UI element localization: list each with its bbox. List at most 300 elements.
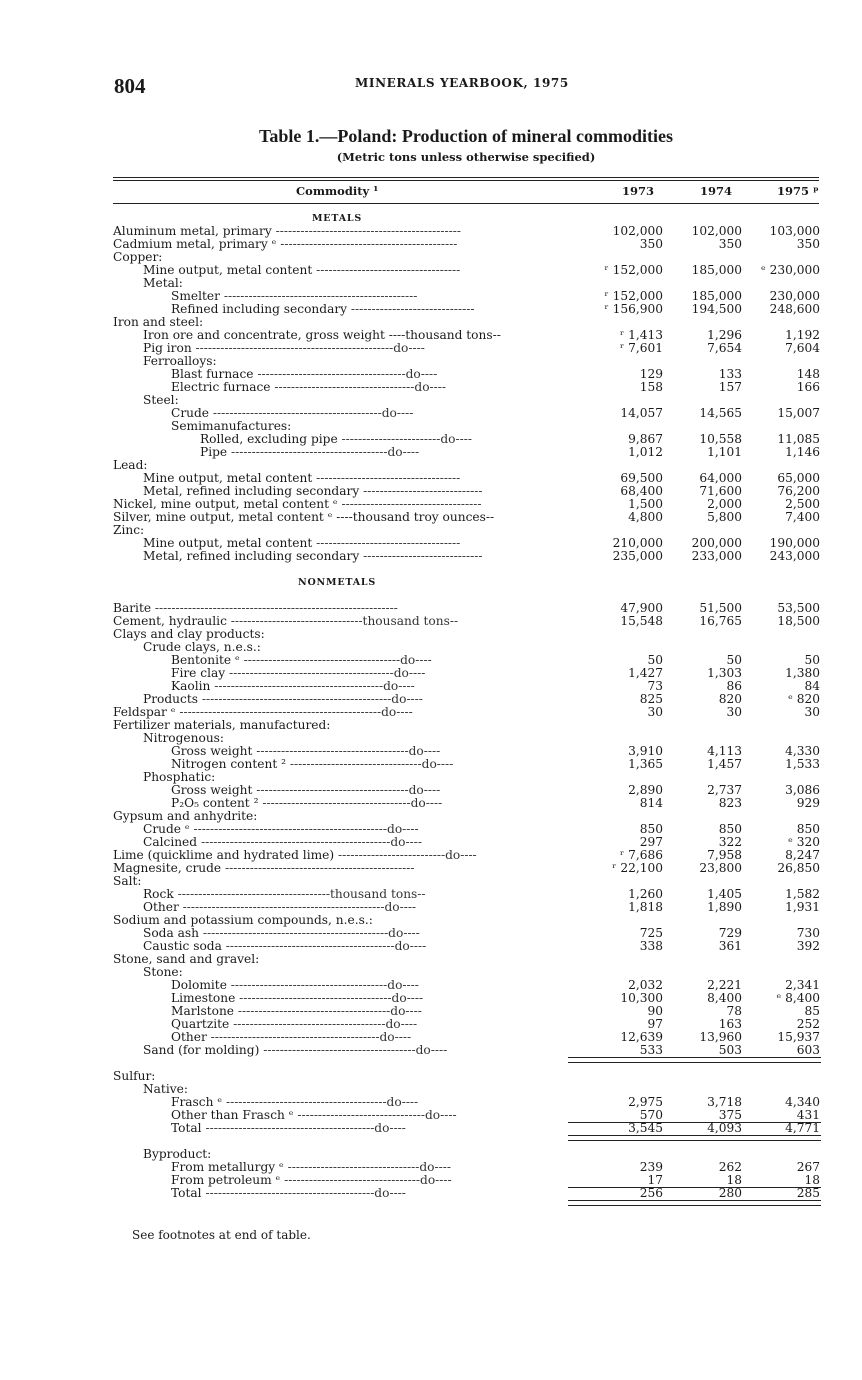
value-cell: 17 [647, 1173, 663, 1187]
value-cell: 262 [718, 1160, 742, 1174]
value-cells [113, 758, 821, 771]
leader-dots: ----------------------------------- [312, 471, 461, 485]
value-cell: 73 [647, 679, 663, 693]
value-cell: 4,800 [628, 510, 663, 524]
leader-dots: ------------------------------------do---- [258, 796, 443, 810]
value-cell: 13,960 [699, 1030, 742, 1044]
spacer [113, 1057, 821, 1070]
leader-dots: ---------------------------------------do---- [222, 1095, 419, 1109]
table-top-rule-inner [113, 180, 819, 181]
commodity-name: From metallurgy ᵉ [171, 1160, 284, 1174]
value-cell: 725 [639, 926, 663, 940]
value-cell: 14,057 [620, 406, 663, 420]
commodity-name: Silver, mine output, metal content ᵉ ----thousand troy ounces-- [113, 510, 495, 524]
commodity-name: Mine output, metal content [143, 536, 313, 550]
leader-dots: -------------------------------------do---- [252, 744, 441, 758]
value-cell: ʳ 22,100 [612, 861, 663, 875]
value-cell: 16,765 [699, 614, 742, 628]
leader-dots: ----------------------------- [359, 484, 483, 498]
leader-dots: ------------------------------------------------do---- [191, 341, 425, 355]
value-cell: 7,958 [707, 848, 742, 862]
commodity-name: Nitrogen content ² [171, 757, 286, 771]
value-cell: 2,890 [628, 783, 663, 797]
total-double-rule [568, 1200, 821, 1206]
commodity-name: Stone, sand and gravel: [113, 952, 260, 966]
value-cell: 322 [718, 835, 742, 849]
commodity-name: Sulfur: [113, 1069, 156, 1083]
section-heading-label: METALS [311, 213, 363, 224]
commodity-name: Feldspar ᵉ [113, 705, 176, 719]
leader-dots: ----------------------------------- [312, 536, 461, 550]
value-cell: 64,000 [699, 471, 742, 485]
commodity-name: Quartzite [171, 1017, 230, 1031]
commodity-name: Fertilizer materials, manufactured: [113, 718, 331, 732]
value-cells [113, 511, 821, 524]
leader-dots: ---------------------------------- [337, 497, 482, 511]
commodity-name: Electric furnace [171, 380, 271, 394]
value-cell: 129 [639, 367, 663, 381]
value-cell: 10,300 [620, 991, 663, 1005]
commodity-name: Zinc: [113, 523, 145, 537]
value-cell: 2,032 [628, 978, 663, 992]
commodity-name: Aluminum metal, primary [113, 224, 272, 238]
table-row [113, 238, 821, 251]
commodity-name: Salt: [113, 874, 142, 888]
commodity-name: Native: [143, 1082, 188, 1096]
value-cell: 1,818 [628, 900, 663, 914]
commodity-name: Metal: [143, 276, 183, 290]
value-cell: 18 [804, 1173, 820, 1187]
value-cell: 51,500 [699, 601, 742, 615]
commodity-name: Total [171, 1186, 202, 1200]
value-cell: 4,771 [785, 1121, 820, 1135]
value-cells [113, 342, 821, 355]
value-cell: 248,600 [769, 302, 820, 316]
leader-dots: -----------------------------------------do---- [210, 679, 415, 693]
table-row [113, 1044, 821, 1057]
commodity-name: Gypsum and anhydrite: [113, 809, 258, 823]
leader-dots: ------------------------do---- [337, 432, 472, 446]
value-cell: 53,500 [777, 601, 820, 615]
commodity-name: Steel: [143, 393, 179, 407]
header-1975: 1975 ᵖ [777, 184, 819, 198]
commodity-name: Products [143, 692, 198, 706]
value-cell: 3,910 [628, 744, 663, 758]
commodity-name: Caustic soda [143, 939, 222, 953]
value-cell: ᵉ 820 [788, 692, 820, 706]
leader-dots: -------------------------------------thousand tons-- [173, 887, 426, 901]
leader-dots: --------------------------------thousand tons-- [226, 614, 459, 628]
table-row [113, 550, 821, 563]
commodity-label [113, 524, 144, 537]
value-cell: 603 [796, 1043, 820, 1057]
leader-dots: -----------------------------------------do---- [209, 406, 414, 420]
leader-dots: -----------------------------------------do---- [206, 1030, 412, 1044]
value-cell: 1,296 [707, 328, 742, 342]
leader-dots: ----------------------------------- [312, 263, 461, 277]
commodity-name: Dolomite [171, 978, 227, 992]
value-cell: 730 [796, 926, 820, 940]
value-cell: 103,000 [769, 224, 820, 238]
value-cell: 10,558 [699, 432, 742, 446]
value-cell: 252 [796, 1017, 820, 1031]
commodity-name: From petroleum ᵉ [171, 1173, 281, 1187]
leader-dots: ------------------------------------------- [276, 237, 458, 251]
value-cell: 850 [796, 822, 820, 836]
value-cell: 18 [726, 1173, 742, 1187]
value-cell: 84 [804, 679, 820, 693]
commodity-name: Calcined [143, 835, 198, 849]
value-cell: 431 [796, 1108, 820, 1122]
value-cells [113, 862, 821, 875]
value-cell: 76,200 [777, 484, 820, 498]
commodity-name: Phosphatic: [143, 770, 216, 784]
value-cell: ʳ 7,686 [620, 848, 663, 862]
value-cell: 85 [804, 1004, 820, 1018]
commodity-name: Ferroalloys: [143, 354, 217, 368]
value-cell: ᵉ 230,000 [761, 263, 820, 277]
value-cell: 2,000 [707, 497, 742, 511]
value-cells [113, 1187, 821, 1200]
leader-dots: --------------------------do---- [334, 848, 477, 862]
value-cell: 850 [718, 822, 742, 836]
leader-dots: ----------------------------------------------do---- [197, 835, 422, 849]
value-cell: 185,000 [691, 289, 742, 303]
leader-dots: --------------------------------do---- [286, 757, 454, 771]
value-cell: 2,221 [707, 978, 742, 992]
value-cell: 2,500 [785, 497, 820, 511]
commodity-name: Limestone [171, 991, 236, 1005]
leader-dots: --------------------------------------do---- [239, 653, 432, 667]
value-cell: 1,890 [707, 900, 742, 914]
leader-dots: ----------------------------------------------------------- [151, 601, 398, 615]
value-cell: 350 [718, 237, 742, 251]
value-cell: 15,548 [620, 614, 663, 628]
value-cell: 78 [726, 1004, 742, 1018]
commodity-name: Byproduct: [143, 1147, 212, 1161]
commodity-name: Other [143, 900, 179, 914]
value-cell: 1,405 [707, 887, 742, 901]
commodity-name: Semimanufactures: [171, 419, 292, 433]
value-cell: 15,007 [777, 406, 820, 420]
leader-dots: -----------------------------------------------do---- [189, 822, 419, 836]
value-cell: 4,093 [707, 1121, 742, 1135]
value-cell: 4,330 [785, 744, 820, 758]
value-cell: 233,000 [691, 549, 742, 563]
leader-dots: -------------------------------------do---- [235, 991, 424, 1005]
value-cell: 285 [796, 1186, 820, 1200]
section-heading-label: NONMETALS [297, 577, 377, 588]
value-cell: 3,086 [785, 783, 820, 797]
value-cell: 1,012 [628, 445, 663, 459]
leader-dots: -----------------------------------------do---- [221, 939, 427, 953]
table-row [113, 953, 821, 966]
value-cell: 30 [647, 705, 663, 719]
commodity-name: Mine output, metal content [143, 263, 313, 277]
commodity-name: Clays and clay products: [113, 627, 265, 641]
value-cell: ᵉ 8,400 [776, 991, 820, 1005]
value-cell: 7,604 [785, 341, 820, 355]
value-cell: 280 [718, 1186, 742, 1200]
value-cell: 350 [796, 237, 820, 251]
commodity-name: Rolled, excluding pipe [200, 432, 338, 446]
commodity-name: Total [171, 1121, 202, 1135]
value-cell: 1,260 [628, 887, 663, 901]
section-heading [113, 576, 821, 589]
header-commodity: Commodity ¹ [296, 184, 379, 198]
value-cell: 12,639 [620, 1030, 663, 1044]
commodity-name: Barite [113, 601, 152, 615]
table-title: Table 1.—Poland: Production of mineral commodities [259, 126, 673, 146]
value-cell: 8,400 [707, 991, 742, 1005]
commodity-name: Cadmium metal, primary ᵉ [113, 237, 277, 251]
table-row [113, 303, 821, 316]
leader-dots: ----------------------------------------do---- [225, 666, 426, 680]
value-cell: 243,000 [769, 549, 820, 563]
commodity-name: Gross weight [171, 783, 253, 797]
value-cell: 9,867 [628, 432, 663, 446]
table-row [113, 758, 821, 771]
value-cell: 69,500 [620, 471, 663, 485]
value-cell: 1,457 [707, 757, 742, 771]
value-cell: 503 [718, 1043, 742, 1057]
commodity-name: Kaolin [171, 679, 211, 693]
value-cell: ʳ 7,601 [620, 341, 663, 355]
value-cell: 392 [796, 939, 820, 953]
value-cell: 820 [718, 692, 742, 706]
commodity-name: Pipe [200, 445, 228, 459]
leader-dots: -------------------------------------do---- [252, 783, 441, 797]
value-cell: 50 [804, 653, 820, 667]
value-cell: ᵉ 320 [788, 835, 820, 849]
value-cell: 297 [639, 835, 663, 849]
value-cell: 2,341 [785, 978, 820, 992]
leader-dots: ----------------------------------------------do---- [198, 692, 423, 706]
leader-dots: -------------------------------------------------do---- [178, 900, 417, 914]
value-cell: 1,380 [785, 666, 820, 680]
commodity-name: Crude ᵉ [143, 822, 190, 836]
value-cell: 68,400 [620, 484, 663, 498]
value-cell: 929 [796, 796, 820, 810]
value-cell: 3,718 [707, 1095, 742, 1109]
value-cell: 256 [639, 1186, 663, 1200]
value-cell: 15,937 [777, 1030, 820, 1044]
value-cell: 190,000 [769, 536, 820, 550]
value-cell: 8,247 [785, 848, 820, 862]
value-cell: 1,303 [707, 666, 742, 680]
value-cell: 3,545 [628, 1121, 663, 1135]
leader-dots: --------------------------------------------- [271, 224, 461, 238]
value-cell: 26,850 [777, 861, 820, 875]
table-row [113, 862, 821, 875]
table-top-rule [113, 177, 819, 178]
value-cell: 11,085 [777, 432, 820, 446]
value-cell: 185,000 [691, 263, 742, 277]
value-cell: 533 [639, 1043, 663, 1057]
value-cell: 30 [804, 705, 820, 719]
value-cell: 350 [639, 237, 663, 251]
commodity-name: Nickel, mine output, metal content ᵉ [113, 497, 338, 511]
commodity-name: Marlstone [171, 1004, 235, 1018]
value-cell: 729 [718, 926, 742, 940]
value-cells [113, 238, 821, 251]
value-cell: 2,737 [707, 783, 742, 797]
leader-dots: -----------------------------------------do---- [201, 1121, 406, 1135]
leader-dots: --------------------------------do---- [283, 1160, 451, 1174]
table-subtitle: (Metric tons unless otherwise specified) [336, 150, 596, 164]
value-cell: ʳ 152,000 [604, 289, 663, 303]
value-cells [113, 264, 821, 277]
commodity-name: Bentonite ᵉ [171, 653, 240, 667]
table-row [113, 1122, 821, 1135]
page-number: 804 [114, 74, 146, 98]
value-cell: ʳ 152,000 [604, 263, 663, 277]
table-row [113, 446, 821, 459]
value-cell: 14,565 [699, 406, 742, 420]
commodity-name: Cement, hydraulic [113, 614, 227, 628]
header-rule [113, 203, 819, 204]
commodity-name: P₂O₅ content ² [171, 796, 259, 810]
value-cell: 825 [639, 692, 663, 706]
leader-dots: ---------------------------------------------do---- [199, 926, 420, 940]
commodity-name: Stone: [143, 965, 183, 979]
value-cell: 102,000 [691, 224, 742, 238]
value-cell: 5,800 [707, 510, 742, 524]
spacer [113, 1135, 821, 1148]
commodity-name: Refined including secondary [171, 302, 348, 316]
leader-dots: -------------------------------------------------do---- [175, 705, 413, 719]
commodity-name: Sodium and potassium compounds, n.e.s.: [113, 913, 373, 927]
value-cells [113, 381, 821, 394]
commodity-label [113, 953, 259, 966]
commodity-name: Gross weight [171, 744, 253, 758]
value-cell: 239 [639, 1160, 663, 1174]
leader-dots: ----------------------------------do---- [270, 380, 446, 394]
value-cell: 166 [796, 380, 820, 394]
value-cell: 1,192 [785, 328, 820, 342]
commodity-name: Frasch ᵉ [171, 1095, 223, 1109]
value-cells [113, 1044, 821, 1057]
leader-dots: ---------------------------------------------- [221, 861, 415, 875]
value-cell: 148 [796, 367, 820, 381]
commodity-name: Copper: [113, 250, 163, 264]
value-cell: 2,975 [628, 1095, 663, 1109]
value-cells [113, 1122, 821, 1135]
table-row [113, 1070, 821, 1083]
footnote: See footnotes at end of table. [132, 1228, 311, 1242]
table-body [113, 212, 821, 1200]
leader-dots: --------------------------------------do---- [227, 445, 420, 459]
value-cell: 267 [796, 1160, 820, 1174]
value-cell: 97 [647, 1017, 663, 1031]
value-cell: 7,400 [785, 510, 820, 524]
value-cell: 1,533 [785, 757, 820, 771]
value-cell: 90 [647, 1004, 663, 1018]
value-cell: 1,931 [785, 900, 820, 914]
value-cells [113, 550, 821, 563]
table-row [113, 381, 821, 394]
value-cell: 814 [639, 796, 663, 810]
leader-dots: -------------------------------------do---- [229, 1017, 418, 1031]
commodity-name: Magnesite, crude [113, 861, 222, 875]
leader-dots: ------------------------------ [347, 302, 475, 316]
value-cell: 157 [718, 380, 742, 394]
commodity-name: Blast furnace [171, 367, 254, 381]
value-cell: 1,101 [707, 445, 742, 459]
value-cell: 86 [726, 679, 742, 693]
value-cell: 1,582 [785, 887, 820, 901]
commodity-name: Metal, refined including secondary [143, 484, 360, 498]
value-cells [113, 303, 821, 316]
commodity-name: Lead: [113, 458, 148, 472]
commodity-name: Smelter [171, 289, 220, 303]
header-1974: 1974 [700, 184, 733, 198]
commodity-name: Nitrogenous: [143, 731, 225, 745]
value-cell: 200,000 [691, 536, 742, 550]
value-cell: 230,000 [769, 289, 820, 303]
value-cell: 210,000 [612, 536, 663, 550]
value-cell: 1,365 [628, 757, 663, 771]
value-cell: 158 [639, 380, 663, 394]
value-cell: 23,800 [699, 861, 742, 875]
value-cell: 163 [718, 1017, 742, 1031]
value-cell: 50 [726, 653, 742, 667]
commodity-name: Iron ore and concentrate, gross weight ----thousand tons-- [143, 328, 501, 342]
commodity-name: Metal, refined including secondary [143, 549, 360, 563]
commodity-name: Other than Frasch ᵉ [171, 1108, 294, 1122]
value-cell: 361 [718, 939, 742, 953]
header-1973: 1973 [622, 184, 655, 198]
leader-dots: -------------------------------do---- [293, 1108, 457, 1122]
leader-dots: -------------------------------------do---- [234, 1004, 422, 1018]
leader-dots: ---------------------------------do---- [280, 1173, 452, 1187]
value-cell: 1,427 [628, 666, 663, 680]
value-cell: 235,000 [612, 549, 663, 563]
leader-dots: ----------------------------- [359, 549, 483, 563]
value-cell: 194,500 [691, 302, 742, 316]
leader-dots: ------------------------------------do---- [253, 367, 438, 381]
table-row [113, 264, 821, 277]
value-cell: 4,340 [785, 1095, 820, 1109]
value-cell: 7,654 [707, 341, 742, 355]
commodity-name: Crude clays, n.e.s.: [143, 640, 261, 654]
table-row [113, 342, 821, 355]
commodity-label [113, 875, 142, 888]
commodity-name: Sand (for molding) [143, 1043, 260, 1057]
leader-dots: ----------------------------------------------- [219, 289, 418, 303]
value-cell: 375 [718, 1108, 742, 1122]
value-cell: 850 [639, 822, 663, 836]
value-cell: 1,500 [628, 497, 663, 511]
value-cell: 133 [718, 367, 742, 381]
commodity-name: Other [171, 1030, 207, 1044]
value-cell: 823 [718, 796, 742, 810]
value-cell: 570 [639, 1108, 663, 1122]
value-cell: 47,900 [620, 601, 663, 615]
commodity-name: Iron and steel: [113, 315, 204, 329]
leader-dots: --------------------------------------do---- [226, 978, 419, 992]
value-cell: 65,000 [777, 471, 820, 485]
value-cell: ʳ 156,900 [604, 302, 663, 316]
spacer [113, 563, 821, 576]
commodity-name: Mine output, metal content [143, 471, 313, 485]
commodity-name: Pig iron [143, 341, 192, 355]
table-row [113, 511, 821, 524]
leader-dots: -------------------------------------do---- [259, 1043, 448, 1057]
commodity-name: Soda ash [143, 926, 199, 940]
value-cell: 1,146 [785, 445, 820, 459]
value-cell: 18,500 [777, 614, 820, 628]
